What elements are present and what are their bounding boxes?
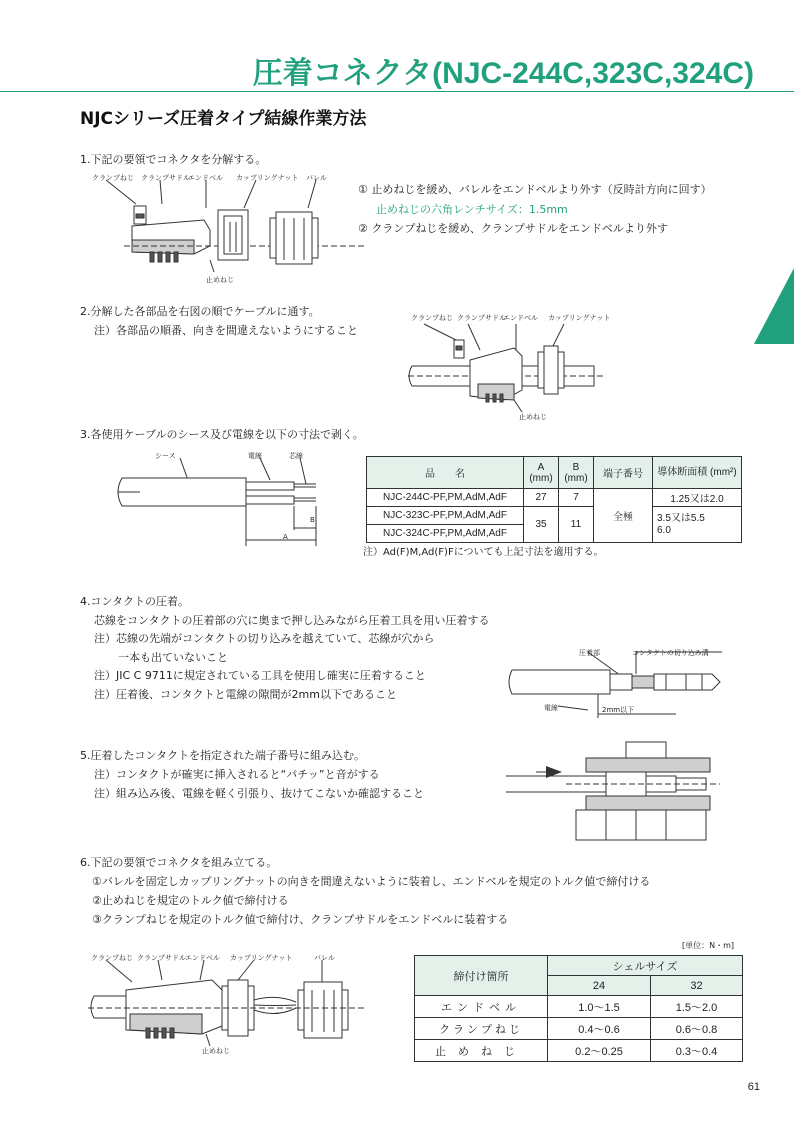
s3-label-wire: 電線: [248, 452, 262, 460]
step1-item-wrench-size: 止めねじの六角レンチサイズ：1.5mm: [376, 203, 568, 216]
table-row-1-area: 1.25又は2.0: [653, 489, 742, 507]
s6-label-end-bell: エンドベル: [185, 954, 220, 962]
s2-label-clamp-saddle: クランプサドル: [457, 314, 506, 322]
s6-label-barrel: バレル: [314, 954, 335, 962]
step6-line-2: ②止めねじを規定のトルク値で締付ける: [92, 894, 289, 907]
s1-label-clamp-saddle: クランプサドル: [141, 174, 190, 182]
step1-item-1: ① 止めねじを緩め、バレルをエンドベルより外す（反時計方向に回す）: [358, 183, 712, 196]
torque-row-1-24: 1.0～1.5: [548, 996, 651, 1018]
title-rule: [0, 91, 794, 92]
s4-label-crimp: 圧着部: [579, 649, 600, 657]
s1-label-end-bell: エンドベル: [188, 174, 223, 182]
s3-label-core: 芯線: [289, 452, 303, 460]
table-terminal-all: 全極: [594, 489, 653, 543]
step6-heading: 6.下記の要領でコネクタを組み立てる。: [80, 856, 278, 869]
s4-label-wire: 電線: [544, 704, 558, 712]
step4-line-5: 注）圧着後、コンタクトと電線の隙間が2mm以下であること: [94, 688, 397, 701]
section-subtitle: NJCシリーズ圧着タイプ結線作業方法: [80, 109, 367, 129]
torque-row-2-24: 0.4～0.6: [548, 1018, 651, 1040]
torque-th-location: 締付け箇所: [415, 956, 548, 996]
s3-label-b: B: [310, 516, 315, 524]
corner-tab-triangle: [754, 268, 794, 344]
table-row-2-name: NJC-323C-PF,PM,AdM,AdF: [367, 507, 524, 525]
th-product: 品 名: [367, 457, 524, 489]
torque-row-3-32: 0.3～0.4: [651, 1040, 743, 1062]
step6-line-3: ③クランプねじを規定のトルク値で締付け、クランプサドルをエンドベルに装着する: [92, 913, 509, 926]
step3-heading: 3.各使用ケーブルのシース及び電線を以下の寸法で剥く。: [80, 428, 364, 441]
s2-label-clamp-screw: クランプねじ: [411, 314, 453, 322]
th-terminal: 端子番号: [594, 457, 653, 489]
step5-line-1: 注）コンタクトが確実に挿入されると“パチッ”と音がする: [94, 768, 380, 781]
th-a: A (mm): [524, 457, 559, 489]
torque-row-1-name: エンドベル: [415, 996, 548, 1018]
torque-row-2-32: 0.6～0.8: [651, 1018, 743, 1040]
s6-label-coupling-nut: カップリングナット: [230, 954, 293, 962]
step1-disassembly-diagram: [84, 168, 364, 286]
step3-note: 注）Ad(F)M,Ad(F)Fについても上記寸法を適用する。: [363, 547, 604, 558]
table-row-1-name: NJC-244C-PF,PM,AdM,AdF: [367, 489, 524, 507]
step6-line-1: ①バレルを固定しカップリングナットの向きを間違えないように装着し、エンドベルを規定のトルク値で締付ける: [92, 875, 651, 888]
table-row-1-a: 27: [524, 489, 559, 507]
strip-dimension-table: [366, 456, 742, 543]
th-b: B (mm): [559, 457, 594, 489]
s3-label-a: A: [283, 533, 288, 541]
table-row-1-b: 7: [559, 489, 594, 507]
step1-item-2: ② クランプねじを緩め、クランプサドルをエンドベルより外す: [358, 222, 668, 235]
s1-label-barrel: バレル: [306, 174, 327, 182]
s2-label-end-bell: エンドベル: [503, 314, 538, 322]
area-35-55: 3.5又は5.5: [657, 512, 705, 524]
step4-line-2: 注）芯線の先端がコンタクトの切り込みを越えていて、芯線が穴から: [94, 632, 435, 645]
step2-heading: 2.分解した各部品を右図の順でケーブルに通す。: [80, 305, 320, 318]
th-area: 導体断面積 (mm²): [653, 457, 742, 489]
step3-strip-dimension-diagram: [110, 450, 336, 550]
table-row-23-b: 11: [559, 507, 594, 543]
step5-insert-contact-diagram: [506, 732, 724, 846]
table-row-23-a: 35: [524, 507, 559, 543]
step4-line-4: 注）JIC C 9711に規定されている工具を使用し確実に圧着すること: [94, 669, 426, 682]
s6-label-clamp-screw: クランプねじ: [91, 954, 133, 962]
area-60: 6.0: [657, 524, 671, 536]
torque-th-shell: シェルサイズ: [548, 956, 743, 976]
torque-row-3-24: 0.2～0.25: [548, 1040, 651, 1062]
torque-row-2-name: クランプねじ: [415, 1018, 548, 1040]
page-title: 圧着コネクタ(NJC-244C,323C,324C): [252, 57, 754, 90]
step4-line-3: 一本も出ていないこと: [118, 651, 228, 664]
step4-heading: 4.コンタクトの圧着。: [80, 595, 190, 608]
s4-label-groove: コンタクトの切り込み溝: [632, 649, 709, 657]
torque-th-24: 24: [548, 976, 651, 996]
s6-label-clamp-saddle: クランプサドル: [137, 954, 186, 962]
step2-note: 注）各部品の順番、向きを間違えないようにすること: [94, 324, 358, 337]
s1-label-clamp-screw: クランプねじ: [92, 174, 134, 182]
s2-label-coupling-nut: カップリングナット: [548, 314, 611, 322]
step6-assembly-diagram: [86, 950, 370, 1060]
step4-line-1: 芯線をコンタクトの圧着部の穴に奥まで押し込みながら圧着工具を用い圧着する: [94, 614, 490, 627]
step1-heading: 1.下記の要領でコネクタを分解する。: [80, 153, 267, 166]
torque-table: [414, 955, 743, 1062]
step5-line-2: 注）組み込み後、電線を軽く引張り、抜けてこないか確認すること: [94, 787, 424, 800]
torque-row-3-name: 止めねじ: [415, 1040, 548, 1062]
torque-th-32: 32: [651, 976, 743, 996]
s6-label-stop-screw: 止めねじ: [202, 1047, 230, 1055]
s3-label-sheath: シース: [155, 452, 176, 460]
page-number: 61: [747, 1081, 760, 1093]
torque-row-1-32: 1.5～2.0: [651, 996, 743, 1018]
table-row-3-name: NJC-324C-PF,PM,AdM,AdF: [367, 525, 524, 543]
torque-unit: [単位：N・m]: [682, 941, 735, 950]
s4-label-gap: 2mm以下: [602, 706, 635, 714]
step2-cable-order-diagram: [404, 318, 610, 424]
table-row-23-area: [653, 507, 742, 543]
s1-label-stop-screw: 止めねじ: [206, 276, 234, 284]
s1-label-coupling-nut: カップリングナット: [236, 174, 299, 182]
step5-heading: 5.圧着したコンタクトを指定された端子番号に組み込む。: [80, 749, 366, 762]
s2-label-stop-screw: 止めねじ: [519, 413, 547, 421]
